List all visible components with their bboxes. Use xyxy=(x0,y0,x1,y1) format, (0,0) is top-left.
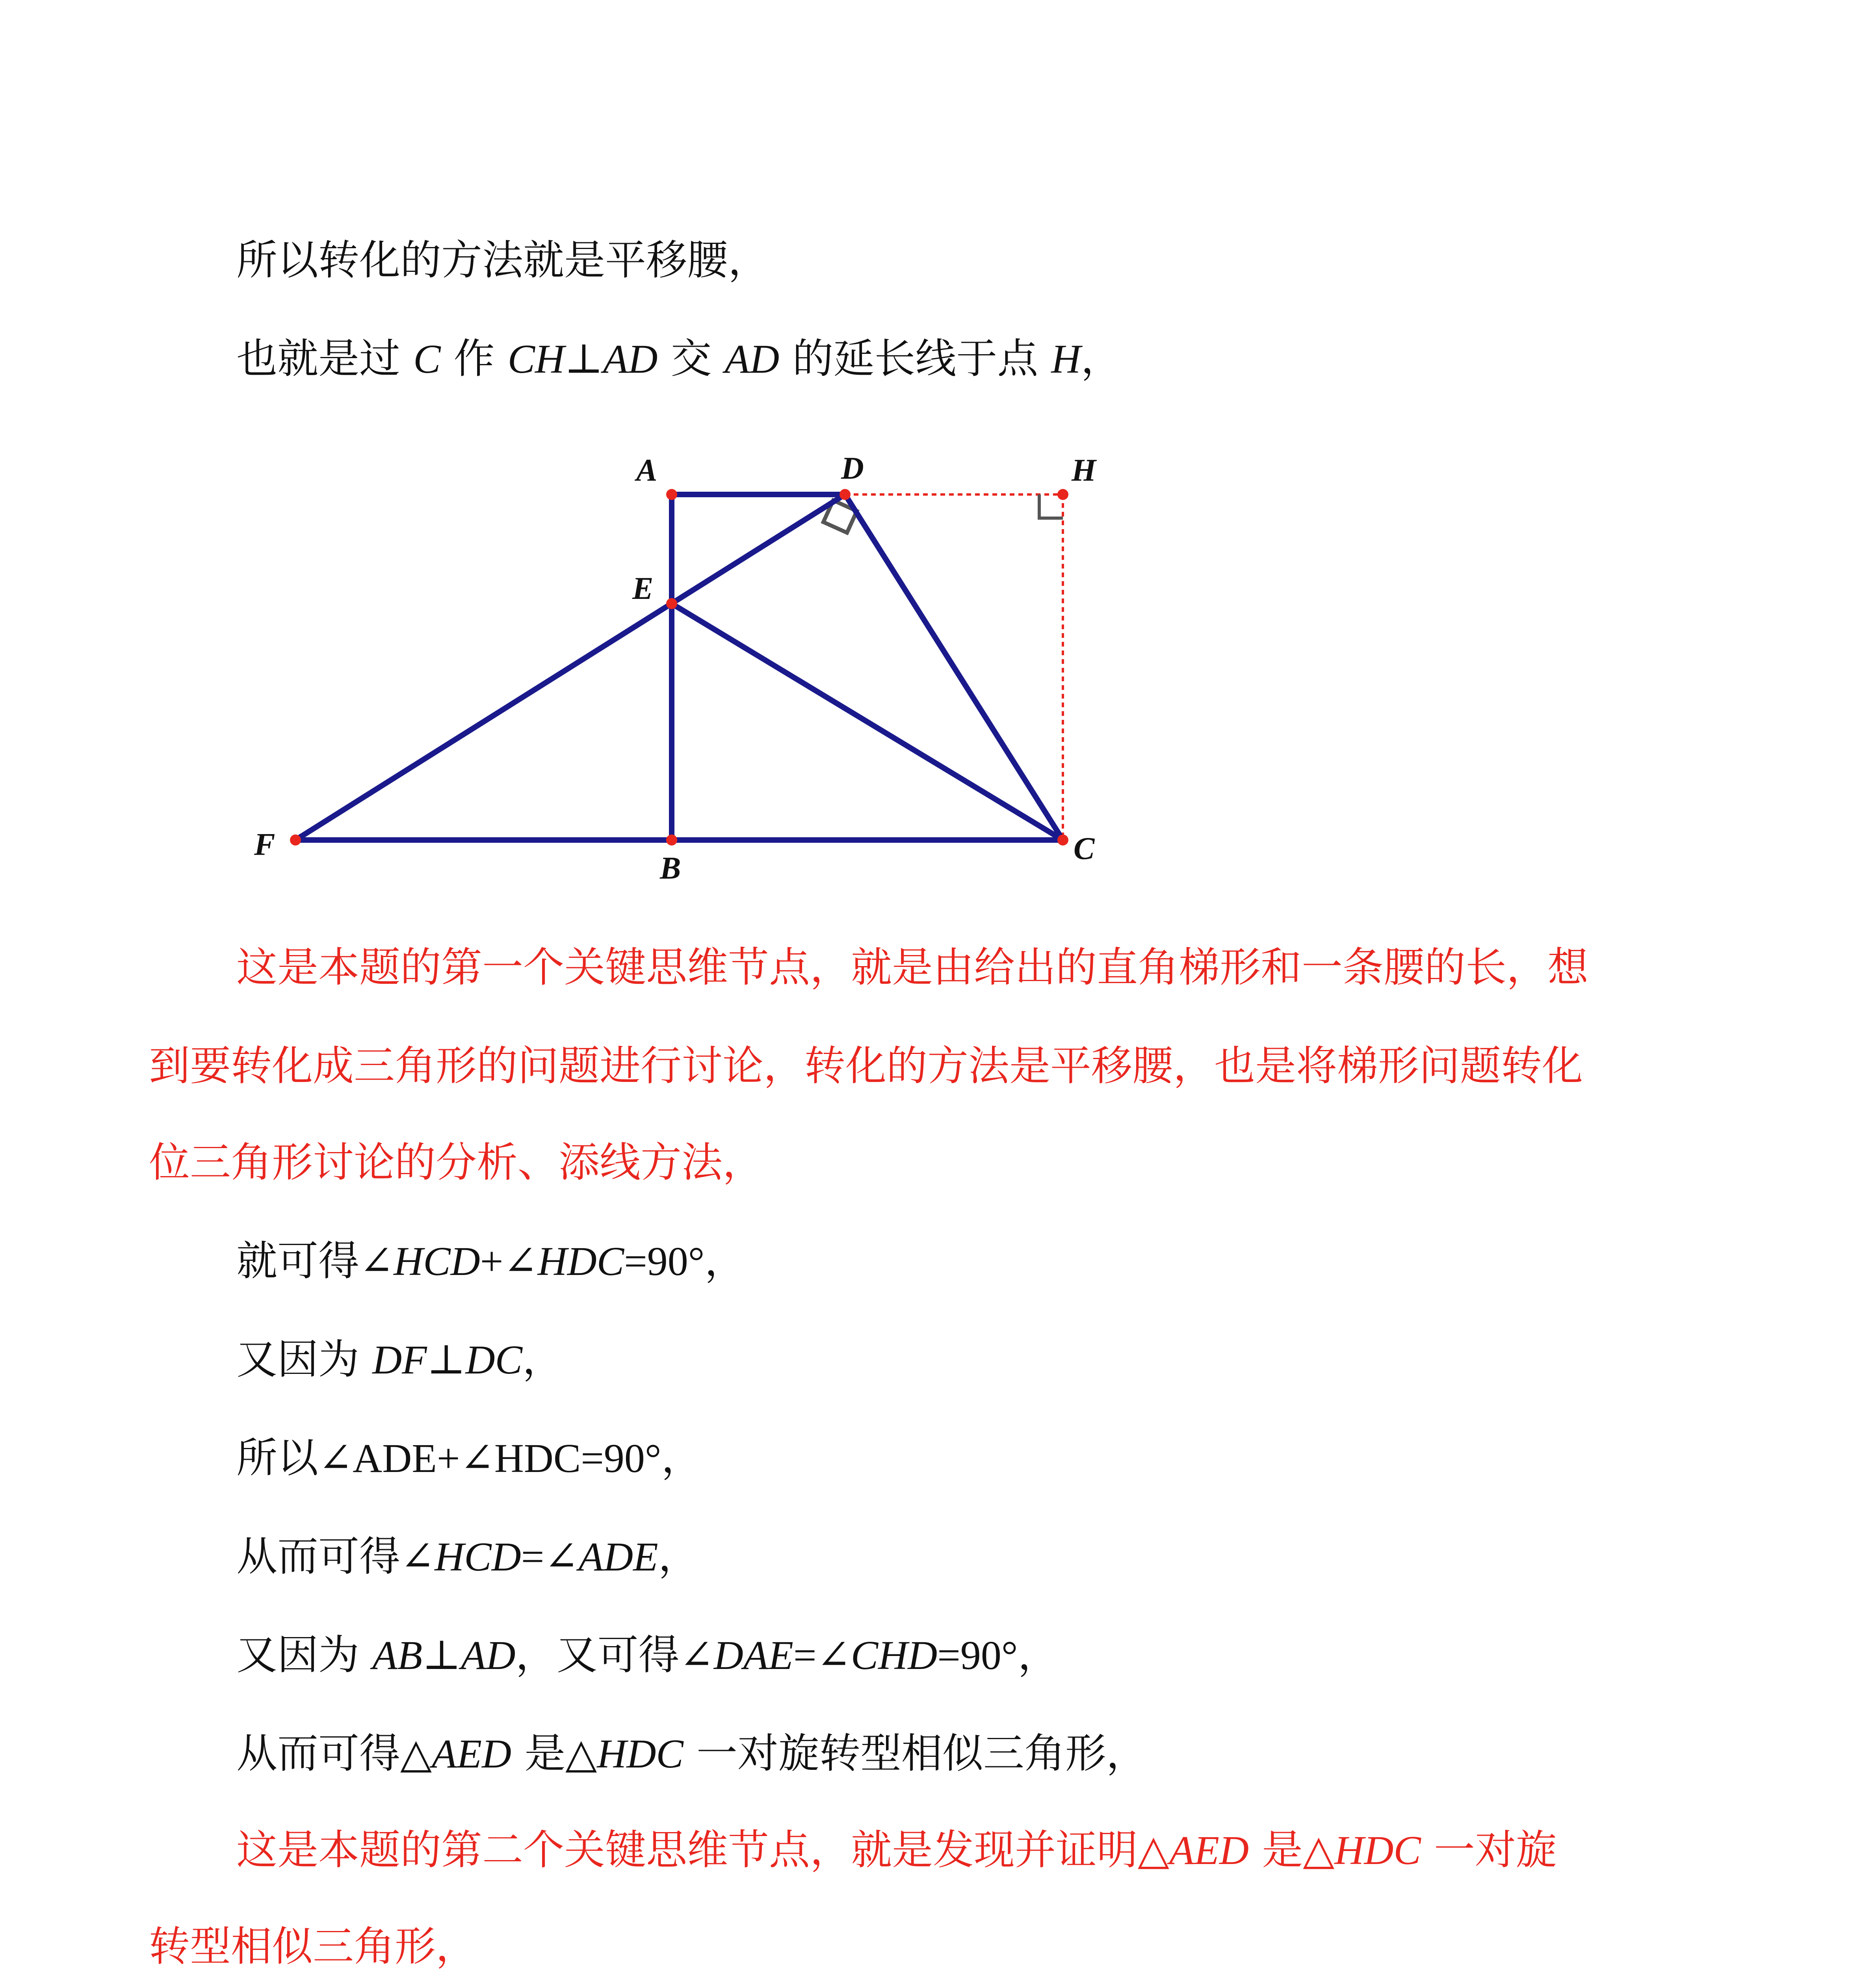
point-E xyxy=(666,598,677,609)
text-line xyxy=(149,1135,763,1190)
math-run: =90° xyxy=(937,1633,1018,1678)
text-run: 这是本题的第一个关键思维节点，就是由给出的直角梯形和一条腰的长，想 xyxy=(236,943,1589,991)
math-run: ∠ xyxy=(544,1534,579,1580)
text-run: 这是本题的第二个关键思维节点，就是发现并证明 xyxy=(236,1826,1138,1874)
math-run: DAE xyxy=(713,1633,793,1678)
segment-EC xyxy=(672,604,1063,840)
text-run: 一对旋 xyxy=(1421,1826,1557,1874)
math-run: DF xyxy=(372,1337,427,1383)
math-run: CHD xyxy=(851,1633,938,1678)
math-run: ∠ADE+∠HDC=90° xyxy=(318,1436,661,1481)
label-C: C xyxy=(1074,831,1095,866)
label-D: D xyxy=(841,451,864,486)
point-B xyxy=(666,834,677,846)
math-run: AB xyxy=(372,1633,423,1678)
math-run: HCD xyxy=(394,1239,480,1284)
text-run: ， xyxy=(1081,335,1122,383)
text-line xyxy=(236,1627,1059,1683)
point-D xyxy=(840,489,851,500)
text-run: ， xyxy=(522,1335,564,1383)
text-run: 也就是过 xyxy=(236,335,414,383)
text-run: 从而可得 xyxy=(236,1729,401,1777)
text-run: 所以 xyxy=(236,1434,319,1482)
point-labels xyxy=(254,451,1097,886)
math-run: △ xyxy=(565,1731,597,1777)
math-run: △ xyxy=(1303,1828,1335,1873)
math-run: + xyxy=(480,1239,503,1284)
text-run: ， xyxy=(704,1237,746,1285)
math-run: △ xyxy=(400,1731,432,1777)
text-line xyxy=(149,1919,477,1970)
math-run: H xyxy=(1051,336,1081,382)
text-run: ，又可得 xyxy=(515,1631,680,1679)
text-line xyxy=(236,1430,702,1486)
math-run: ∠ xyxy=(503,1239,538,1284)
math-run: ADE xyxy=(578,1534,658,1580)
math-run: ⊥ xyxy=(427,1337,466,1383)
math-run: AD xyxy=(603,336,658,382)
text-run: 转型相似三角形， xyxy=(149,1922,477,1970)
point-F xyxy=(290,834,301,846)
math-run: AD xyxy=(724,336,780,382)
label-H: H xyxy=(1072,453,1096,488)
math-run: HCD xyxy=(435,1534,521,1580)
label-A: A xyxy=(636,453,658,488)
math-run: AED xyxy=(432,1731,512,1777)
math-run: ⊥ xyxy=(422,1633,461,1678)
text-line xyxy=(236,1726,1147,1782)
text-run: 所以转化的方法就是平移腰， xyxy=(236,236,769,284)
math-run: HDC xyxy=(1334,1828,1421,1873)
label-F: F xyxy=(254,827,275,862)
text-run: 位三角形讨论的分析、添线方法， xyxy=(149,1138,764,1186)
math-run: AD xyxy=(461,1633,516,1678)
text-run: 又因为 xyxy=(236,1335,373,1383)
text-run: 一对旋转型相似三角形， xyxy=(683,1729,1147,1777)
point-H xyxy=(1057,489,1068,500)
text-run: 就可得 xyxy=(236,1237,360,1285)
math-run: ∠ xyxy=(816,1633,851,1678)
text-line xyxy=(236,940,1588,995)
point-C xyxy=(1057,834,1068,846)
text-run: 到要转化成三角形的问题进行讨论，转化的方法是平移腰，也是将梯形问题转化 xyxy=(149,1042,1583,1090)
math-run: CH xyxy=(507,336,565,382)
math-run: △ xyxy=(1138,1828,1169,1873)
math-run: = xyxy=(793,1633,817,1678)
math-run: HDC xyxy=(597,1731,684,1777)
text-line xyxy=(236,331,1122,387)
text-run: 又因为 xyxy=(236,1631,373,1679)
math-run: HDC xyxy=(537,1239,624,1284)
point-A xyxy=(666,489,677,500)
segment-DC xyxy=(845,494,1063,840)
text-run: ， xyxy=(661,1434,702,1482)
text-line xyxy=(236,1332,563,1388)
math-run: AED xyxy=(1169,1828,1249,1873)
math-run: C xyxy=(413,336,441,382)
label-B: B xyxy=(660,851,681,886)
text-line xyxy=(236,1233,745,1289)
math-run: ∠ xyxy=(400,1534,435,1580)
text-line xyxy=(149,1038,1583,1093)
label-E: E xyxy=(632,571,654,606)
text-run: ， xyxy=(1018,1631,1059,1679)
math-run: ∠ xyxy=(679,1633,714,1678)
math-run: ∠ xyxy=(359,1239,394,1284)
math-run: ⊥ xyxy=(565,336,603,382)
main-segments xyxy=(295,494,1063,840)
text-run: 是 xyxy=(511,1729,566,1777)
math-run: = xyxy=(521,1534,544,1580)
math-run: DC xyxy=(465,1337,522,1383)
text-line xyxy=(236,1822,1557,1878)
text-run: 从而可得 xyxy=(236,1532,401,1580)
text-line xyxy=(236,1529,699,1585)
text-run: 作 xyxy=(440,335,508,383)
geometry-diagram xyxy=(221,441,1174,894)
text-run: 交 xyxy=(658,335,725,383)
segment-FD xyxy=(295,494,845,840)
text-run: ， xyxy=(658,1532,699,1580)
text-line xyxy=(236,232,769,288)
text-run: 的延长线于点 xyxy=(779,335,1051,383)
text-run: 是 xyxy=(1249,1826,1303,1874)
math-run: =90° xyxy=(624,1239,705,1284)
